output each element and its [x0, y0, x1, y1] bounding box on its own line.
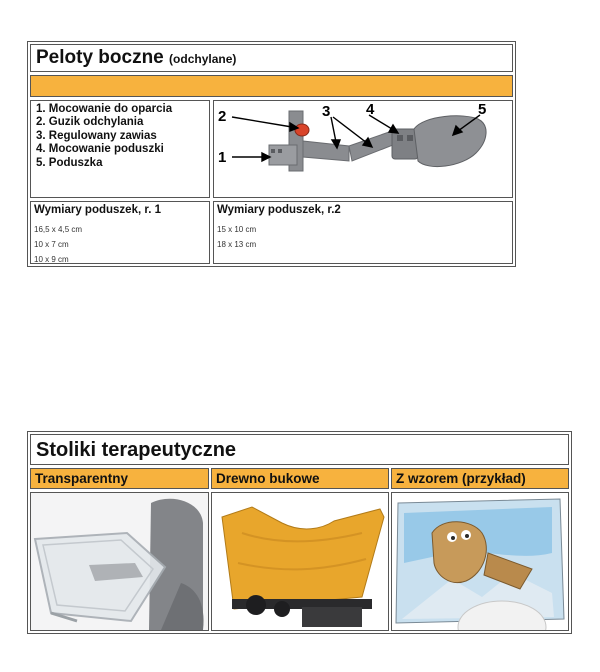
dimensions-heading: Wymiary poduszek, r.2	[217, 204, 341, 216]
dimension-value: 10 x 9 cm	[34, 255, 69, 264]
column-heading-transparent: Transparentny	[30, 468, 209, 489]
section-title-box	[30, 44, 513, 72]
list-item: 5. Poduszka	[36, 156, 103, 169]
list-item: 4. Mocowanie poduszki	[36, 143, 164, 156]
patterned-tray-image	[391, 492, 569, 631]
dimensions-box-size-1	[30, 201, 210, 264]
dimension-value: 15 x 10 cm	[217, 225, 257, 234]
dimension-value: 16,5 x 4,5 cm	[34, 225, 83, 234]
callout-5: 5	[478, 101, 487, 118]
parts-list	[36, 103, 172, 170]
section-title-box	[30, 434, 569, 465]
section-title: Stoliki terapeutyczne	[36, 439, 237, 461]
section-title: Peloty boczne (odchylane)	[36, 47, 237, 68]
beech-wood-tray-illustration	[212, 493, 388, 630]
callout-2: 2	[218, 108, 227, 125]
callout-3: 3	[322, 103, 331, 120]
parts-list-box	[30, 100, 210, 198]
pad-diagram	[213, 100, 513, 198]
dimensions-values	[217, 222, 256, 252]
callout-1: 1	[218, 149, 227, 166]
patterned-tray-illustration	[392, 493, 568, 630]
lateral-pads-section	[27, 41, 516, 267]
dimensions-values	[34, 222, 82, 267]
therapy-tables-section	[27, 431, 572, 634]
section-subtitle: (odchylane)	[169, 52, 237, 66]
dimension-value: 10 x 7 cm	[34, 240, 69, 249]
list-item: 1. Mocowanie do oparcia	[36, 103, 173, 115]
transparent-tray-image	[30, 492, 209, 631]
pad-diagram-drawing	[214, 101, 512, 197]
dimension-value: 18 x 13 cm	[217, 240, 257, 249]
list-item: 3. Regulowany zawias	[36, 129, 157, 142]
beech-wood-tray-image	[211, 492, 389, 631]
list-item: 2. Guzik odchylania	[36, 116, 144, 129]
dimensions-box-size-2	[213, 201, 513, 264]
column-heading-pattern: Z wzorem (przykład)	[391, 468, 569, 489]
transparent-tray-illustration	[31, 493, 208, 630]
dimensions-heading: Wymiary poduszek, r. 1	[34, 204, 161, 216]
accent-bar	[30, 75, 513, 97]
callout-4: 4	[366, 101, 375, 118]
column-heading-beech: Drewno bukowe	[211, 468, 389, 489]
